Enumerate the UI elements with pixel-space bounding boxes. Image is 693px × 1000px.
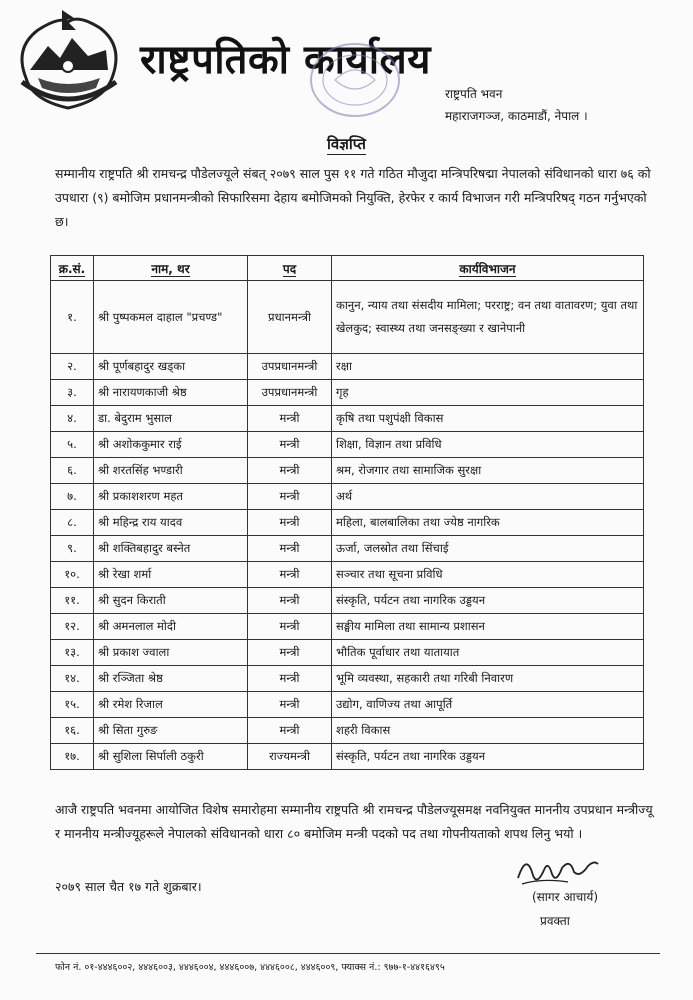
table-row [51, 432, 644, 458]
nepal-emblem-icon [8, 8, 128, 118]
cell-post: मन्त्री [248, 562, 332, 588]
address-line-1: राष्ट्रपति भवन [445, 87, 503, 101]
cell-portfolio: कृषि तथा पशुपंक्षी विकास [332, 406, 644, 432]
table-row [51, 354, 644, 380]
cell-portfolio: भौतिक पूर्वाधार तथा यातायात [332, 640, 644, 666]
office-title: राष्ट्रपतिको कार्यालय [140, 37, 431, 83]
cell-name: श्री रमेश रिजाल [94, 692, 248, 718]
cell-name: डा. बेदुराम भुसाल [94, 406, 248, 432]
cell-name: श्री सिता गुरुङ [94, 718, 248, 744]
office-stamp-icon [305, 40, 405, 120]
cell-post: मन्त्री [248, 432, 332, 458]
cell-serial: ५. [51, 432, 94, 458]
table-row [51, 588, 644, 614]
table-row [51, 640, 644, 666]
cell-post: उपप्रधानमन्त्री [248, 354, 332, 380]
table-row [51, 692, 644, 718]
cell-portfolio: गृह [332, 380, 644, 406]
intro-paragraph: सम्मानीय राष्ट्रपति श्री रामचन्द्र पौडेलज्यूले संबत् २०७९ साल पुस ११ गते गठित मौजुदा मन्त्रिपरिषद्मा नेपालको संविधानको धारा ७६ को उपधारा (९) बमोजिम प्रधानमन्त्रीको सिफारिसमा देहाय बमोजिमको नियुक्ति, हेरफेर र कार्य विभाजन गरी मन्त्रिपरिषद् गठन गर्नुभएको छ। [55, 166, 651, 229]
cell-portfolio: श्रम, रोजगार तथा सामाजिक सुरक्षा [332, 458, 644, 484]
cell-post: मन्त्री [248, 640, 332, 666]
cell-post: मन्त्री [248, 588, 332, 614]
cell-post: मन्त्री [248, 406, 332, 432]
issue-date: २०७९ साल चैत १७ गते शुक्रबार। [55, 879, 202, 894]
cell-serial: १७. [51, 744, 94, 770]
cell-name: श्री महिन्द्र राय यादव [94, 510, 248, 536]
table-row [51, 562, 644, 588]
signature-scribble-icon [512, 848, 602, 893]
cell-name: श्री रञ्जिता श्रेष्ठ [94, 666, 248, 692]
cell-portfolio: कानुन, न्याय तथा संसदीय मामिला; परराष्ट्र; वन तथा वातावरण; युवा तथा खेलकुद; स्वास्थ्य तथा जनसङ्ख्या र खानेपानी [332, 281, 644, 354]
cell-serial: ९. [51, 536, 94, 562]
cell-post: उपप्रधानमन्त्री [248, 380, 332, 406]
signatory-role: प्रवक्ता [540, 914, 570, 928]
cell-portfolio: उद्योग, वाणिज्य तथा आपूर्ति [332, 692, 644, 718]
table-row [51, 510, 644, 536]
cell-post: मन्त्री [248, 484, 332, 510]
cell-portfolio: रक्षा [332, 354, 644, 380]
footer-contact: फोन नं. ०१-४४४६००२, ४४४६००३, ४४४६००४, ४४४६००७, ४४४६००८, ४४४६००९, फ्याक्स नं.: ९७७-१-४४१६४९५ [55, 962, 445, 973]
cell-name: श्री सुशिला सिर्पाली ठकुरी [94, 744, 248, 770]
notice-heading-text: विज्ञप्ति [327, 135, 366, 153]
table-row [51, 380, 644, 406]
cell-portfolio: शिक्षा, विज्ञान तथा प्रविधि [332, 432, 644, 458]
address-line-2: महाराजगञ्ज, काठमाडौं, नेपाल । [445, 109, 588, 123]
cell-post: मन्त्री [248, 718, 332, 744]
cell-name: श्री शक्तिबहादुर बस्नेत [94, 536, 248, 562]
cell-portfolio: अर्थ [332, 484, 644, 510]
cabinet-table [50, 255, 644, 770]
cell-serial: १. [51, 281, 94, 354]
cell-name: श्री अशोककुमार राई [94, 432, 248, 458]
cell-post: राज्यमन्त्री [248, 744, 332, 770]
cell-serial: १२. [51, 614, 94, 640]
table-row [51, 614, 644, 640]
footer-divider [36, 953, 660, 954]
cell-portfolio: संस्कृति, पर्यटन तथा नागरिक उड्डयन [332, 588, 644, 614]
signatory-name: (सागर आचार्य) [532, 890, 599, 904]
cell-serial: १४. [51, 666, 94, 692]
cell-serial: ११. [51, 588, 94, 614]
cell-name: श्री सुदन किराती [94, 588, 248, 614]
cell-portfolio: भूमि व्यवस्था, सहकारी तथा गरिबी निवारण [332, 666, 644, 692]
header-portfolio: कार्यविभाजन [332, 256, 644, 281]
table-row [51, 744, 644, 770]
cell-serial: १५. [51, 692, 94, 718]
cell-post: मन्त्री [248, 458, 332, 484]
cell-serial: १६. [51, 718, 94, 744]
table-row [51, 484, 644, 510]
table-row [51, 666, 644, 692]
table-row [51, 718, 644, 744]
cell-name: श्री अमनलाल मोदी [94, 614, 248, 640]
cell-post: प्रधानमन्त्री [248, 281, 332, 354]
cell-portfolio: सङ्घीय मामिला तथा सामान्य प्रशासन [332, 614, 644, 640]
table-row [51, 281, 644, 354]
header-name: नाम, थर [94, 256, 248, 281]
cell-serial: १३. [51, 640, 94, 666]
table-header-row [51, 256, 644, 281]
cell-serial: ६. [51, 458, 94, 484]
cell-post: मन्त्री [248, 666, 332, 692]
cell-portfolio: महिला, बालबालिका तथा ज्येष्ठ नागरिक [332, 510, 644, 536]
cell-serial: ८. [51, 510, 94, 536]
cell-portfolio: ऊर्जा, जलस्रोत तथा सिंचाई [332, 536, 644, 562]
cell-post: मन्त्री [248, 510, 332, 536]
header-serial: क्र.सं. [51, 256, 94, 281]
cell-portfolio: सञ्चार तथा सूचना प्रविधि [332, 562, 644, 588]
table-row [51, 458, 644, 484]
header-post: पद [248, 256, 332, 281]
cell-serial: १०. [51, 562, 94, 588]
cell-portfolio: शहरी विकास [332, 718, 644, 744]
cell-name: श्री रेखा शर्मा [94, 562, 248, 588]
cell-post: मन्त्री [248, 614, 332, 640]
cell-name: श्री पूर्णबहादुर खड्का [94, 354, 248, 380]
cell-serial: ३. [51, 380, 94, 406]
cell-serial: ४. [51, 406, 94, 432]
table-row [51, 536, 644, 562]
cell-serial: ७. [51, 484, 94, 510]
cell-serial: २. [51, 354, 94, 380]
cell-post: मन्त्री [248, 536, 332, 562]
closing-paragraph: आजै राष्ट्रपति भवनमा आयोजित विशेष समारोहमा सम्मानीय राष्ट्रपति श्री रामचन्द्र पौडेलज्यूसमक्ष नवनियुक्त माननीय उपप्रधान मन्त्रीज्यू र माननीय मन्त्रीज्यूहरूले नेपालको संविधानको धारा ८० बमोजिम मन्त्री पदको पद तथा गोपनीयताको शपथ लिनु भयो । [55, 802, 653, 841]
cell-name: श्री प्रकाशशरण महत [94, 484, 248, 510]
cell-name: श्री नारायणकाजी श्रेष्ठ [94, 380, 248, 406]
cell-portfolio: संस्कृति, पर्यटन तथा नागरिक उड्डयन [332, 744, 644, 770]
table-row [51, 406, 644, 432]
cell-name: श्री प्रकाश ज्वाला [94, 640, 248, 666]
cell-post: मन्त्री [248, 692, 332, 718]
cell-name: श्री शरतसिंह भण्डारी [94, 458, 248, 484]
cell-name: श्री पुष्पकमल दाहाल "प्रचण्ड" [94, 281, 248, 354]
notice-heading [0, 134, 693, 154]
